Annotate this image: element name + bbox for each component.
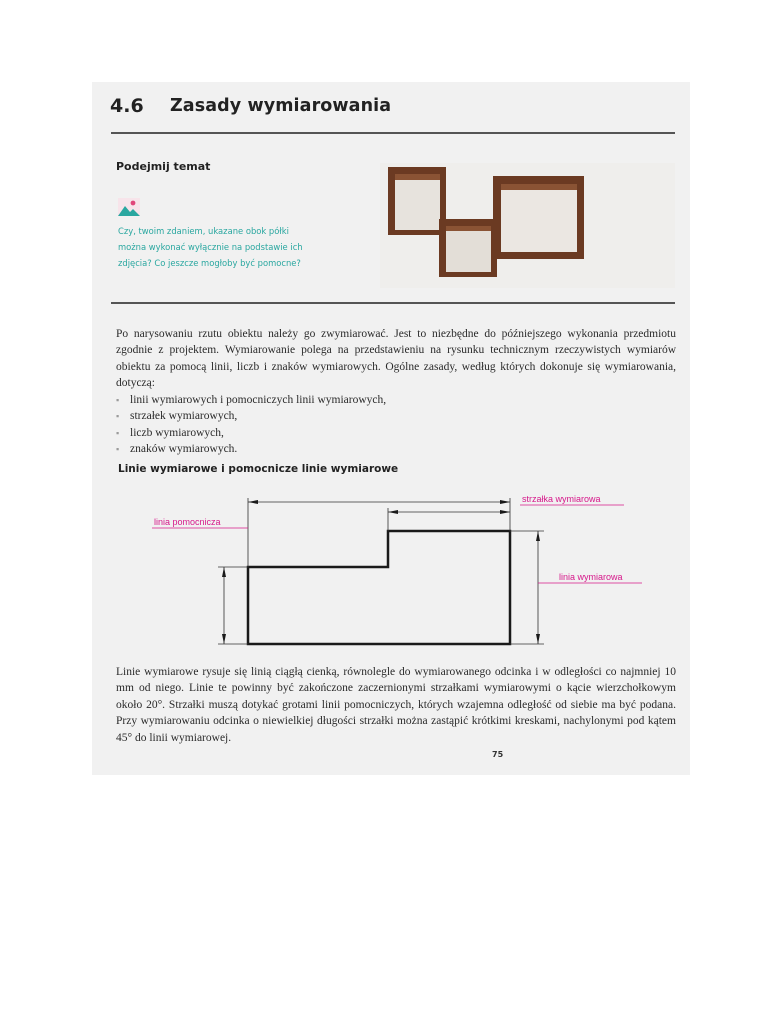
part-outline — [248, 531, 510, 644]
body-paragraph: Po narysowaniu rzutu obiektu należy go zwymiarować. Jest to niezbędne do późniejszego wykonania przedmiotu zgodnie z projektem. Wymiarowanie polega na przedstawieniu na rysunku technicznym rzeczywistych wymiarów obiektu za pomocą linii, liczb i znaków wymiarowych. Ogólne zasady, według których dokonuje się wymiarowania, dotyczą: — [116, 328, 676, 390]
arrow-head — [536, 634, 540, 644]
landscape-icon — [118, 198, 140, 216]
arrow-head — [536, 531, 540, 541]
list-item: ▪ linii wymiarowych i pomocniczych linii wymiarowych, — [116, 392, 656, 408]
rules-list — [116, 392, 656, 458]
list-item: ▪ znaków wymiarowych. — [116, 441, 656, 457]
textbook-page — [92, 82, 690, 775]
intro-question: Czy, twoim zdaniem, ukazane obok półki można wykonać wyłącznie na podstawie ich zdjęcia? Co jeszcze mogłoby być pomocne? — [118, 226, 303, 268]
dimension-diagram — [112, 482, 672, 662]
section-title: Zasady wymiarowania — [170, 96, 392, 116]
arrow-head — [222, 634, 226, 644]
arrow-head — [388, 510, 398, 514]
title-divider — [111, 132, 675, 134]
list-item: ▪ strzałek wymiarowych, — [116, 408, 656, 424]
rules-paragraph: Linie wymiarowe rysuje się linią ciągłą cienką, równolegle do wymiarowanego odcinka i w odległości co najmniej 10 mm od niego. Linie te powinny być zakończone zaczernionymi strzałkami wymiarowymi o kącie wierzchołkowym około 20°. Strzałki muszą dotykać grotami linii pomocniczych, których wzajemna odległość od siebie ma być podana. Przy wymiarowaniu odcinka o niewielkiej długości strzałki można zastąpić krótkimi kreskami, nachylonymi pod kątem 45° do linii wymiarowej. — [116, 666, 676, 744]
arrow-head — [222, 567, 226, 577]
shelves-photo — [380, 163, 675, 288]
list-item: ▪ liczb wymiarowych, — [116, 425, 656, 441]
arrow-head — [248, 500, 258, 504]
section-number: 4.6 — [110, 95, 144, 117]
label-dimension-arrow: strzałka wymiarowa — [522, 494, 601, 504]
label-dimension-line: linia wymiarowa — [559, 572, 623, 582]
label-auxiliary-line: linia pomocnicza — [154, 517, 221, 527]
page-number: 75 — [492, 750, 504, 759]
lines-heading: Linie wymiarowe i pomocnicze linie wymiarowe — [118, 463, 399, 475]
intro-heading: Podejmij temat — [116, 160, 211, 173]
intro-divider — [111, 302, 675, 304]
arrow-head — [500, 500, 510, 504]
arrow-head — [500, 510, 510, 514]
